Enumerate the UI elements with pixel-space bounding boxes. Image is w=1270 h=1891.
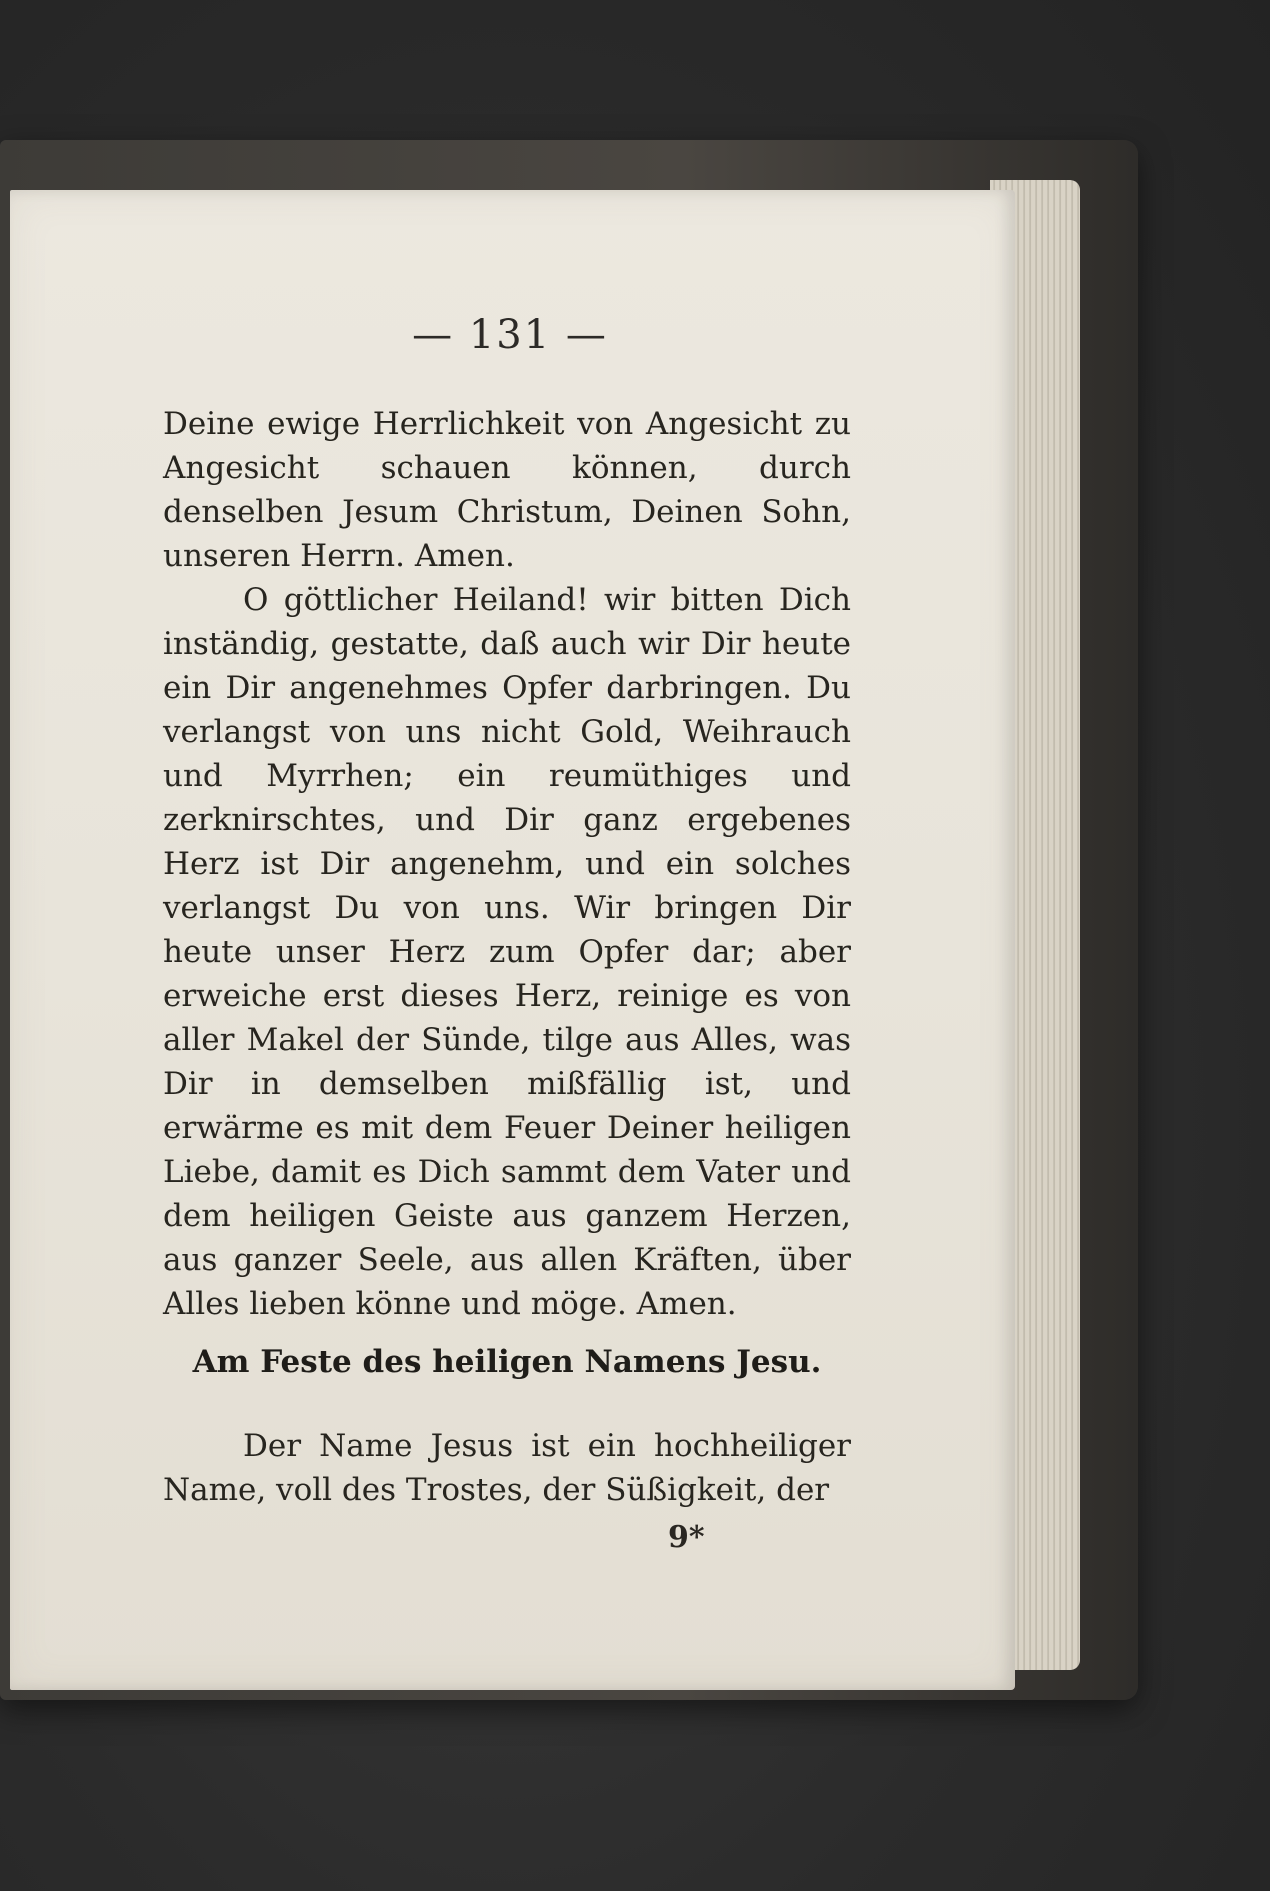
paragraph-name-jesus: Der Name Jesus ist ein hochheiliger Name, voll des Trostes, der Süßigkeit, der [163,1428,851,1508]
body-text [163,402,851,1326]
paragraph-closing-prayer: Deine ewige Herrlichkeit von Angesicht zu Angesicht schauen können, durch denselben Jesum Christum, Deinen Sohn, unseren Herrn. Amen. [163,406,851,574]
page-number: — 131 — [412,312,608,358]
section-heading: Am Feste des heiligen Namens Jesu. [192,1344,822,1380]
section-body-text [163,1424,851,1512]
paragraph-prayer-to-saviour: O göttlicher Heiland! wir bitten Dich inständig, gestatte, daß auch wir Dir heute ein Dir angenehmes Opfer darbringen. Du verlangst von uns nicht Gold, Weihrauch und Myrrhen; ein reumüthiges und zerknirschtes, und Dir ganz ergebenes Herz ist Dir angenehm, und ein solches verlangst Du von uns. Wir bringen Dir heute unser Herz zum Opfer dar; aber erweiche erst dieses Herz, reinige es von aller Makel der Sünde, tilge aus Alles, was Dir in demselben mißfällig ist, und erwärme es mit dem Feuer Deiner heiligen Liebe, damit es Dich sammt dem Vater und dem heiligen Geiste aus ganzem Herzen, aus ganzer Seele, aus allen Kräften, über Alles lieben könne und möge. Amen. [163,582,851,1322]
signature-mark: 9* [668,1520,705,1555]
